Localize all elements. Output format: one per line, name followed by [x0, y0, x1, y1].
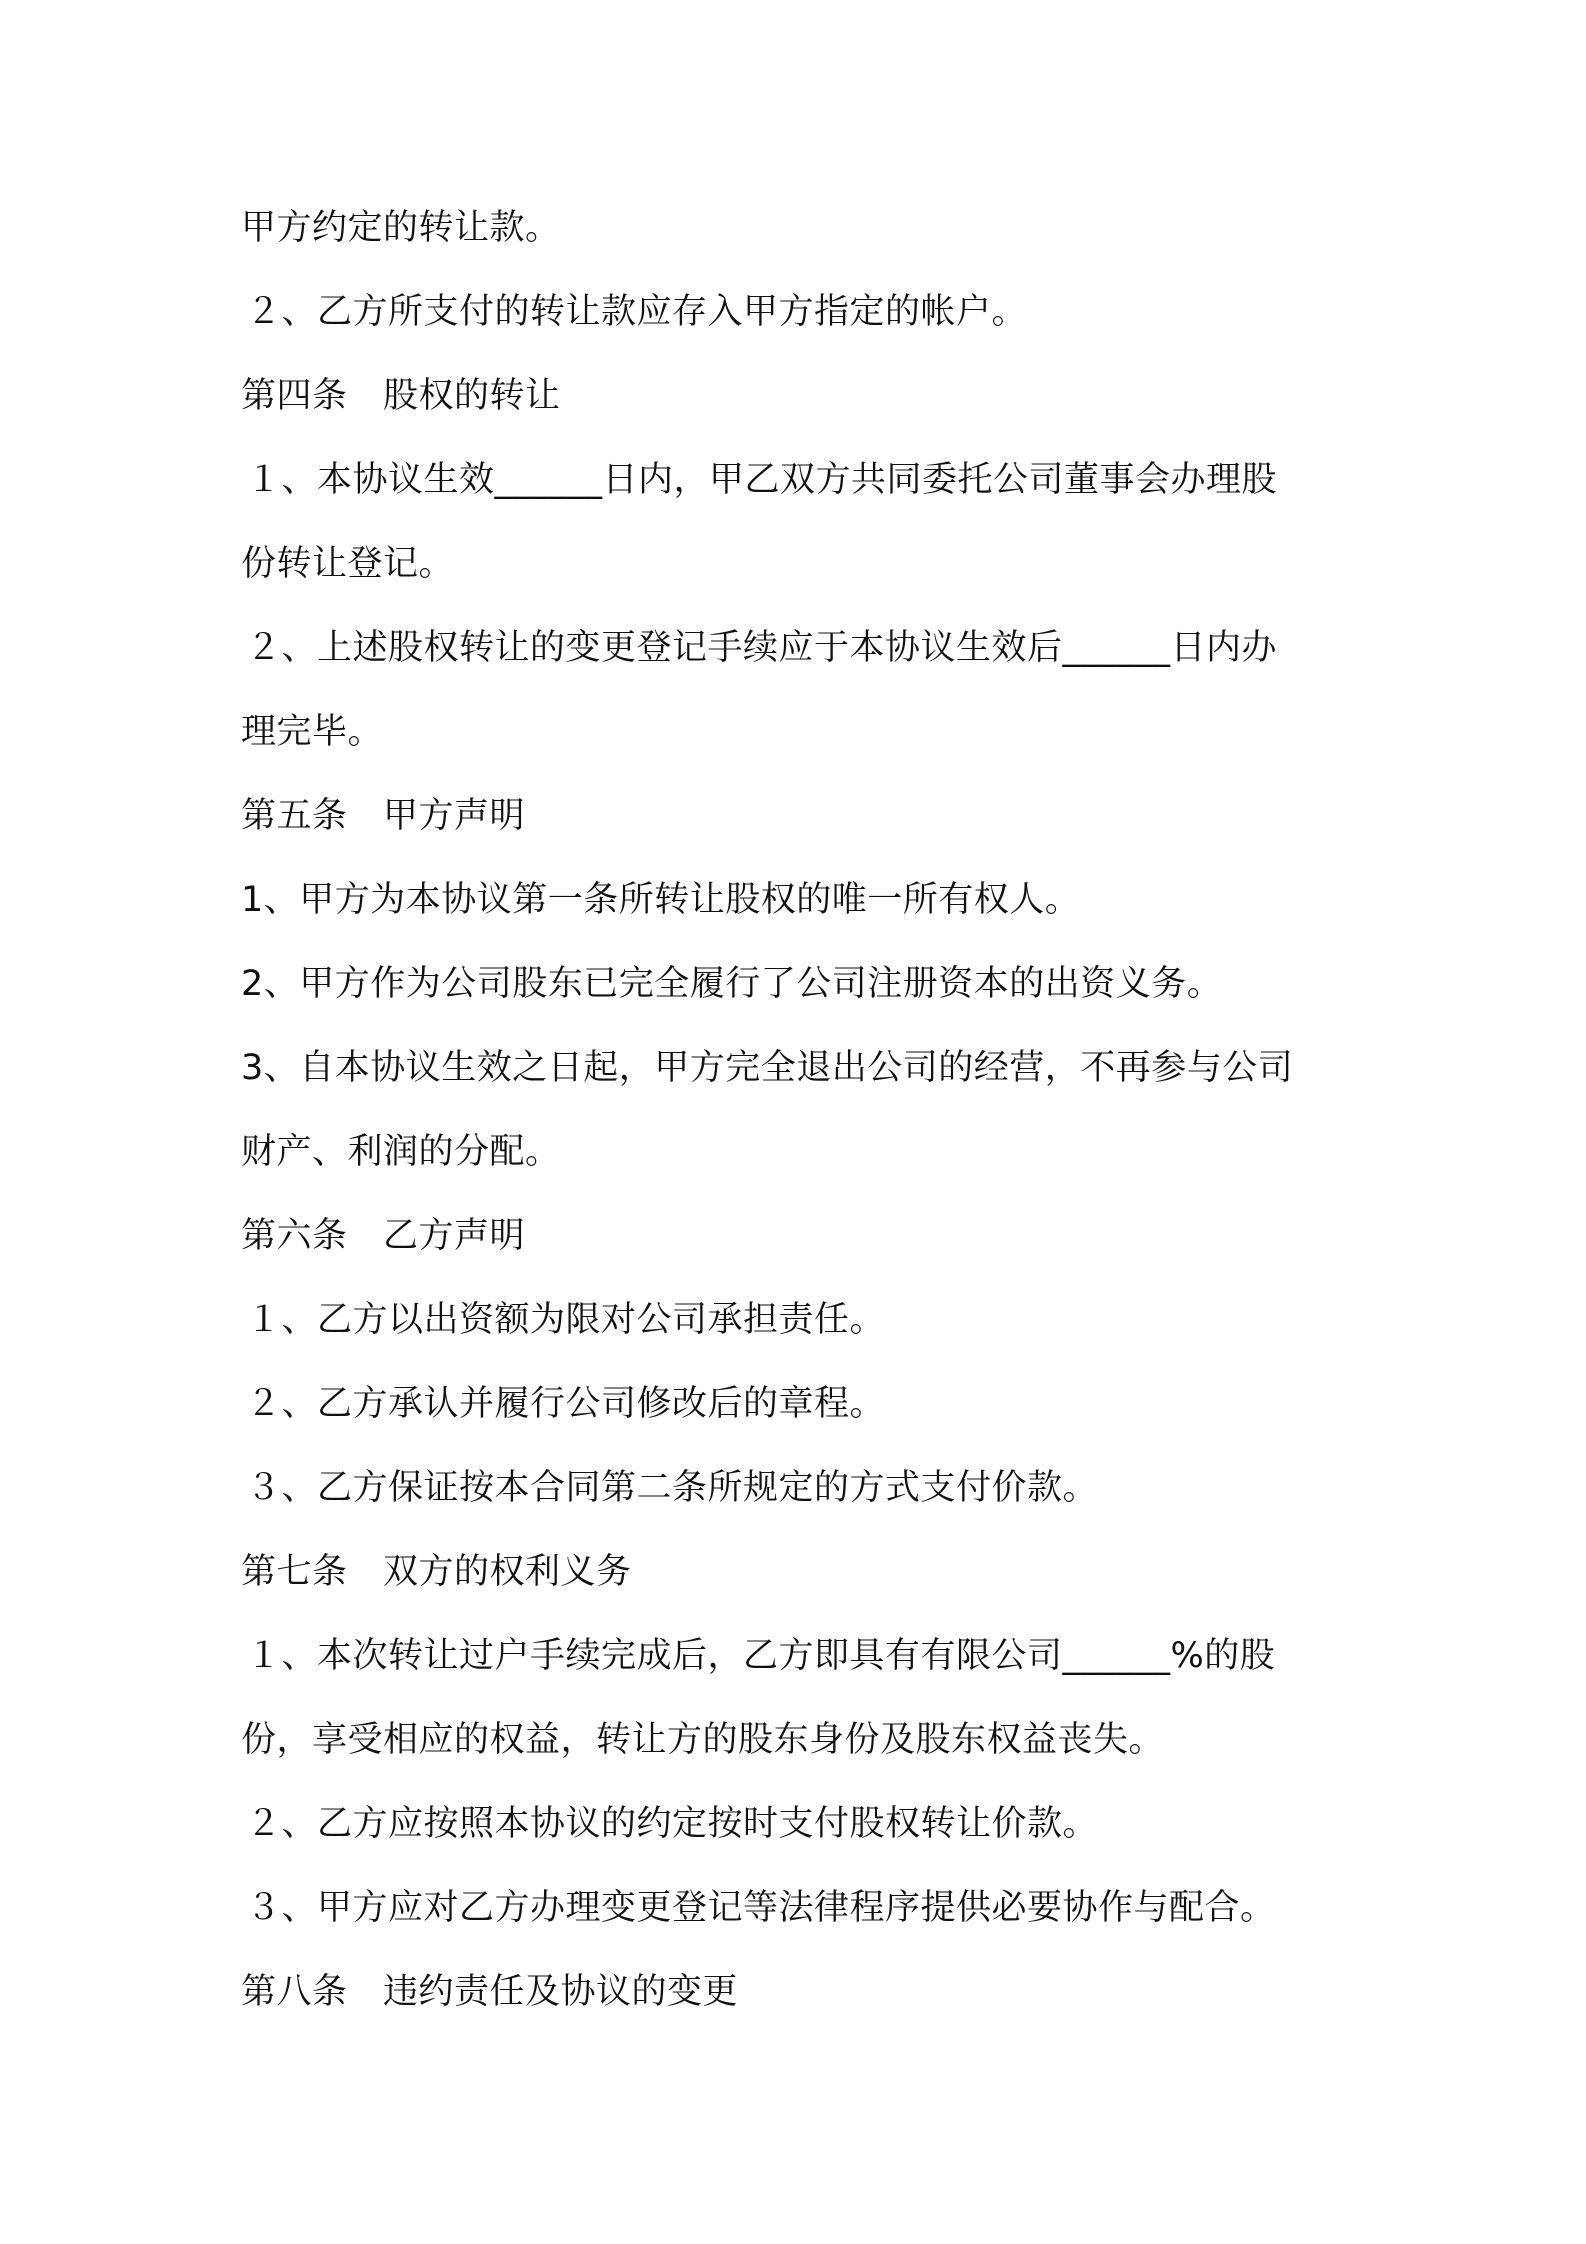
- paragraph-line: 份，享受相应的权益，转让方的股东身份及股东权益丧失。: [241, 1720, 1165, 1760]
- article-heading: 第六条 乙方声明: [241, 1216, 526, 1256]
- paragraph-line: 甲方约定的转让款。: [241, 208, 561, 248]
- article-heading: 第七条 双方的权利义务: [241, 1552, 632, 1592]
- article-heading: 第八条 违约责任及协议的变更: [241, 1972, 739, 2012]
- paragraph-line: 财产、利润的分配。: [241, 1132, 561, 1172]
- article-heading: 第五条 甲方声明: [241, 796, 526, 836]
- clause-item: １、本次转让过户手续完成后，乙方即具有有限公司______%的股: [246, 1636, 1276, 1676]
- clause-item: 3、自本协议生效之日起，甲方完全退出公司的经营，不再参与公司: [241, 1048, 1294, 1088]
- clause-item: ２、乙方所支付的转让款应存入甲方指定的帐户。: [246, 292, 1028, 332]
- clause-item: ３、乙方保证按本合同第二条所规定的方式支付价款。: [246, 1468, 1099, 1508]
- paragraph-line: 理完毕。: [241, 712, 384, 752]
- article-heading: 第四条 股权的转让: [241, 376, 561, 416]
- clause-item: 2、甲方作为公司股东已完全履行了公司注册资本的出资义务。: [241, 964, 1223, 1004]
- clause-item: 1、甲方为本协议第一条所转让股权的唯一所有权人。: [241, 880, 1081, 920]
- clause-item: ２、乙方承认并履行公司修改后的章程。: [246, 1384, 886, 1424]
- paragraph-line: 份转让登记。: [241, 544, 455, 584]
- clause-item: ３、甲方应对乙方办理变更登记等法律程序提供必要协作与配合。: [246, 1888, 1276, 1928]
- clause-item: ２、上述股权转让的变更登记手续应于本协议生效后______日内办: [246, 628, 1278, 668]
- clause-item: ２、乙方应按照本协议的约定按时支付股权转让价款。: [246, 1804, 1099, 1844]
- clause-item: １、乙方以出资额为限对公司承担责任。: [246, 1300, 886, 1340]
- clause-item: １、本协议生效______日内，甲乙双方共同委托公司董事会办理股: [246, 460, 1278, 500]
